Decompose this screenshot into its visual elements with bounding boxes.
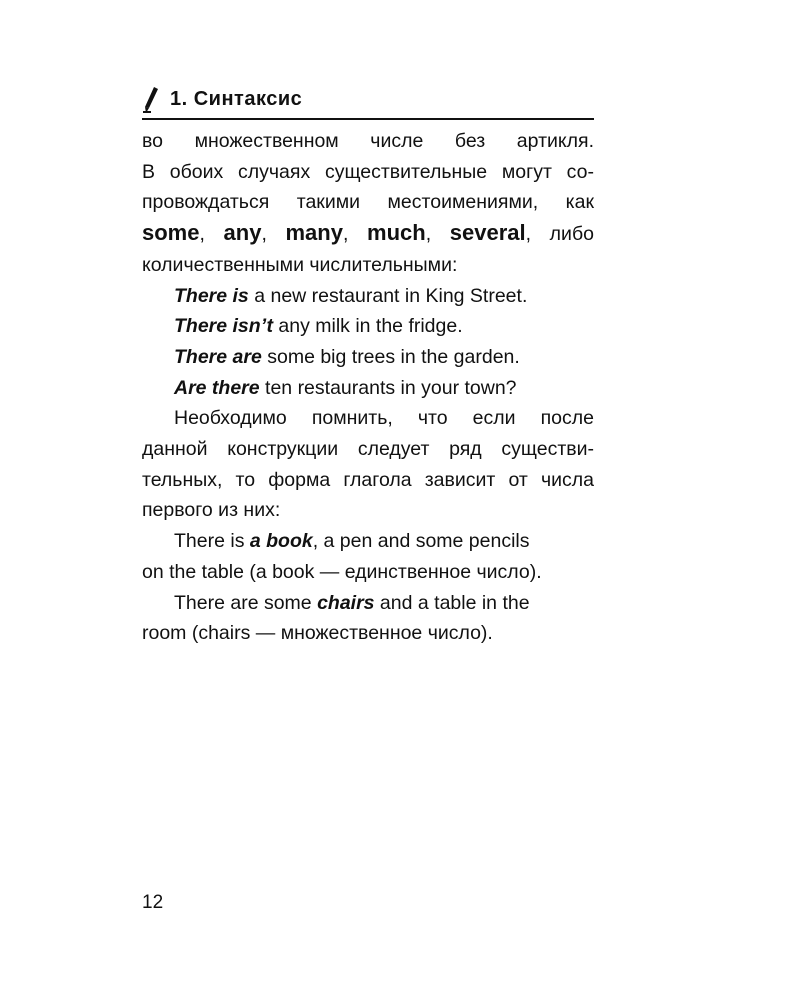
text-fragment: , a pen and some pencils xyxy=(312,530,530,553)
pronoun-many: many xyxy=(285,220,343,246)
example-6 xyxy=(142,588,594,619)
text-line: тельных, то форма глагола зависит от числа xyxy=(142,468,594,491)
example-keyword: chairs xyxy=(317,591,375,614)
page-content xyxy=(142,84,594,649)
text-fragment: There is xyxy=(174,530,250,553)
example-text: any milk in the fridge. xyxy=(272,315,463,338)
example-2 xyxy=(142,311,594,342)
text-line: on the table (a book — единственное число). xyxy=(142,560,542,583)
text-line: провождаться такими местоимениями, как xyxy=(142,191,594,214)
text-line: Необходимо помнить, что если после xyxy=(174,407,594,430)
text-line: количественными числительными: xyxy=(142,253,458,276)
text-line: room (chairs — множественное число). xyxy=(142,622,493,645)
text-fragment: There are some xyxy=(174,591,318,614)
pronoun-much: much xyxy=(367,220,426,246)
example-3 xyxy=(142,342,594,373)
text-line: первого из них: xyxy=(142,499,281,522)
text-line-pronouns: some, any, many, much, several, либо xyxy=(142,220,594,246)
text-line: данной конструкции следует ряд существи- xyxy=(142,438,594,461)
example-5 xyxy=(142,526,594,557)
text-line: В обоих случаях существительные могут со- xyxy=(142,160,594,183)
page-number: 12 xyxy=(142,892,164,913)
pronoun-some: some xyxy=(142,220,200,246)
chapter-header xyxy=(142,84,594,120)
example-keyword: a book xyxy=(249,530,313,553)
example-text: some big trees in the garden. xyxy=(261,345,520,368)
text-line: во множественном числе без артикля. xyxy=(142,130,594,152)
example-keyword: There isn’t xyxy=(174,315,273,338)
pronoun-several: several xyxy=(449,220,526,246)
example-1 xyxy=(142,281,594,312)
pronoun-any: any xyxy=(223,220,262,246)
pen-icon xyxy=(142,86,160,114)
example-keyword: There are xyxy=(174,345,262,368)
example-text: ten restaurants in your town? xyxy=(259,376,517,399)
example-text: a new restaurant in King Street. xyxy=(248,284,528,307)
example-keyword: Are there xyxy=(174,376,260,399)
text-fragment: либо xyxy=(549,223,594,246)
text-fragment: and a table in the xyxy=(374,591,530,614)
chapter-title: 1. Синтаксис xyxy=(170,88,303,110)
example-4 xyxy=(142,373,594,404)
example-keyword: There is xyxy=(174,284,249,307)
